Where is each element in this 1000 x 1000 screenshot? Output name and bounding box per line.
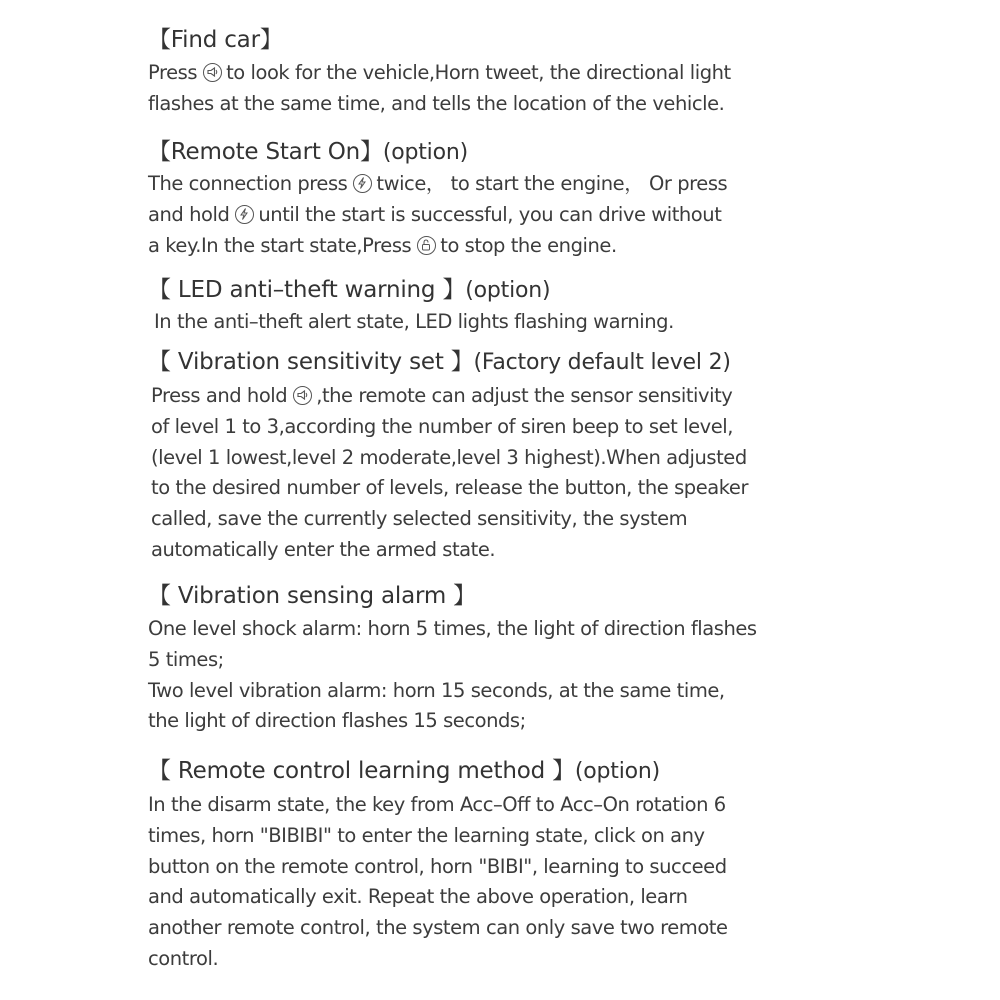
start-icon [235, 205, 254, 224]
section-option: (option) [574, 759, 661, 784]
text-line: and automatically exit. Repeat the above operation, learn [148, 885, 688, 909]
unlock-icon [417, 236, 436, 255]
section-vibration-alarm [148, 581, 788, 737]
text-line: In the disarm state, the key from Acc–Off to Acc–On rotation 6 [148, 793, 726, 816]
text-line: (level 1 lowest,level 2 moderate,level 3 highest).When adjusted [151, 445, 747, 469]
text-segment: ,the remote can adjust the sensor sensitivity [316, 384, 733, 407]
section-remote-start [148, 137, 788, 261]
section-led-warning [148, 275, 788, 338]
text-segment: Press [148, 61, 198, 84]
text-line: 5 times; [148, 647, 224, 671]
start-icon [353, 174, 372, 193]
section-body [148, 58, 788, 120]
text-line: control. [148, 946, 219, 970]
text-line: of level 1 to 3,according the number of siren beep to set level, [151, 414, 733, 438]
section-remote-learning [148, 756, 788, 975]
text-line: to the desired number of levels, release the button, the speaker [151, 476, 749, 500]
section-heading [148, 137, 788, 168]
section-option: (option) [382, 140, 468, 165]
section-title: 【Remote Start On】 [148, 139, 383, 165]
section-body [148, 307, 788, 338]
text-line: the light of direction flashes 15 seconds; [148, 709, 526, 733]
section-title: 【 Vibration sensing alarm 】 [148, 583, 476, 609]
section-body [148, 790, 788, 975]
text-line: another remote control, the system can only save two remote [148, 916, 728, 940]
section-heading [148, 347, 788, 378]
section-body [148, 614, 788, 737]
section-title: 【 Remote control learning method 】 [148, 758, 575, 784]
text-segment: The connection press [148, 172, 348, 195]
text-line: automatically enter the armed state. [151, 537, 496, 561]
text-line: called, save the currently selected sensitivity, the system [151, 507, 688, 531]
text-segment: to look for the vehicle,Horn tweet, the directional light [226, 61, 731, 84]
text-line: button on the remote control, horn "BIBI", learning to succeed [148, 854, 727, 878]
section-body [148, 169, 788, 261]
horn-icon [203, 63, 222, 82]
section-option: (Factory default level 2) [473, 350, 731, 375]
text-segment: Press and hold [151, 384, 288, 407]
section-heading [148, 581, 788, 611]
text-line: times, horn "BIBIBI" to enter the learning state, click on any [148, 823, 705, 847]
text-segment: a key.In the start state,Press [148, 233, 412, 257]
section-option: (option) [465, 278, 551, 303]
text-line: Two level vibration alarm: horn 15 seconds, at the same time, [148, 678, 725, 702]
text-line: flashes at the same time, and tells the location of the vehicle. [148, 91, 725, 115]
section-vibration-sensitivity [148, 347, 788, 566]
section-heading [148, 25, 788, 55]
section-find-car [148, 25, 788, 120]
text-line: In the anti–theft alert state, LED lights flashing warning. [154, 310, 674, 333]
section-title: 【 LED anti–theft warning 】 [148, 277, 466, 303]
text-segment: to stop the engine. [440, 233, 617, 257]
section-title: 【 Vibration sensitivity set 】 [148, 349, 474, 375]
text-segment: twice， to start the engine， Or press [376, 172, 728, 195]
text-segment: until the start is successful, you can drive without [258, 202, 722, 226]
text-line: One level shock alarm: horn 5 times, the light of direction flashes [148, 617, 757, 640]
section-body [148, 381, 788, 566]
section-title: 【Find car】 [148, 27, 283, 53]
text-segment: and hold [148, 202, 230, 226]
section-heading [148, 756, 788, 787]
section-heading [148, 275, 788, 306]
horn-icon [293, 386, 312, 405]
